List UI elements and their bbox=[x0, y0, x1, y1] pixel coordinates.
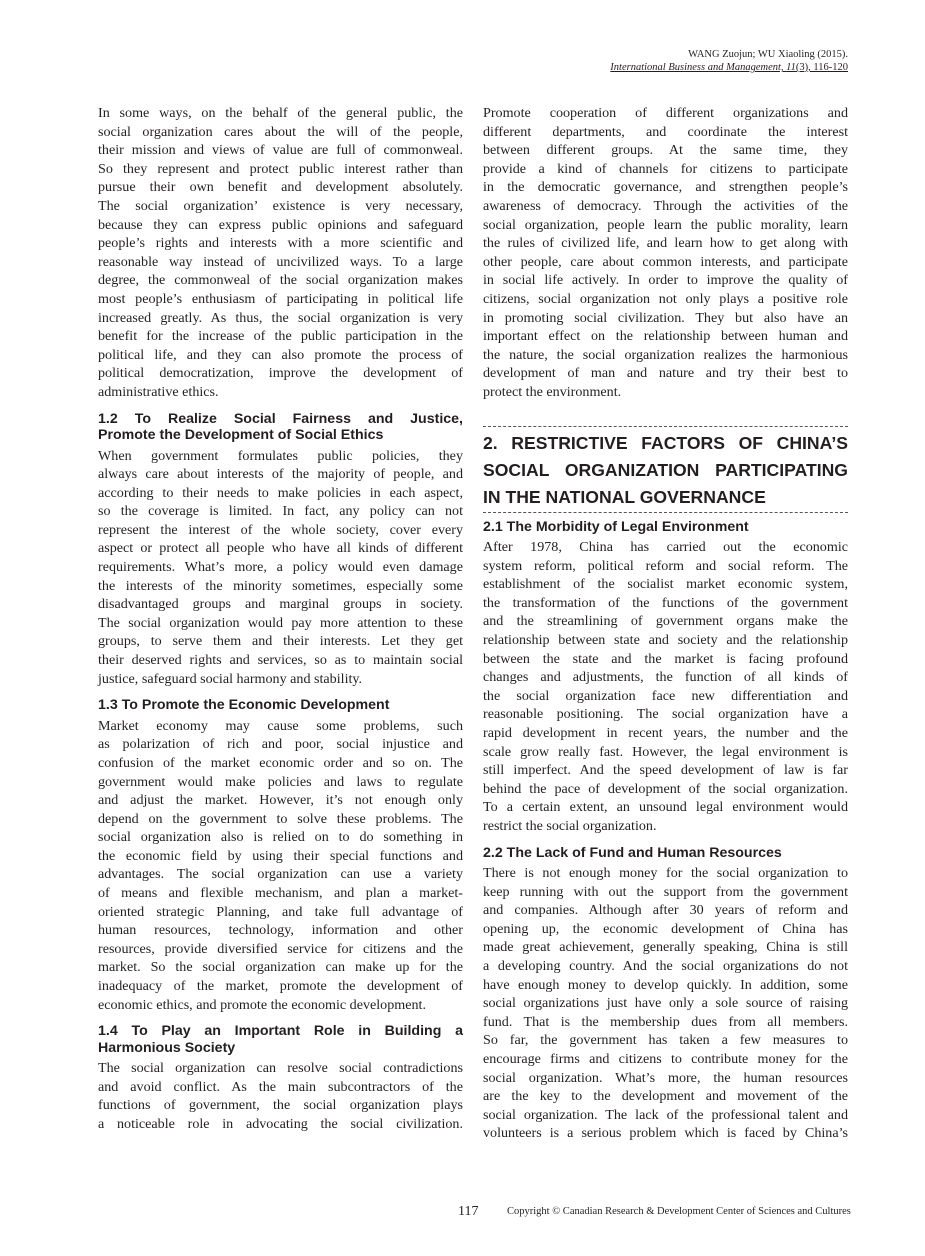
text-line: Promote cooperation of different organizations and bbox=[483, 105, 848, 121]
heading-line: SOCIAL ORGANIZATION PARTICIPATING bbox=[483, 459, 848, 480]
text-line: opening up, the economic development of China has bbox=[483, 920, 848, 937]
text-line: political life, and they can also promote the process of bbox=[98, 346, 463, 363]
text-line: development of man and nature and try their best to bbox=[483, 365, 848, 382]
text-line: the transformation of the functions of the government bbox=[483, 594, 848, 611]
text-line: system reform, political reform and social reform. The bbox=[483, 557, 848, 574]
text-line: represent the interest of the whole society, cover every bbox=[98, 521, 463, 538]
text-line: the rules of civilized life, and learn how to get along with bbox=[483, 235, 848, 252]
journal-issue-pages: (3), 116-120 bbox=[795, 62, 848, 73]
text-line: restrict the social organization. bbox=[483, 817, 657, 834]
text-line: scale grow really fast. However, the legal environment is bbox=[483, 743, 848, 760]
heading-line: 1.4 To Play an Important Role in Building a bbox=[98, 1023, 463, 1040]
text-line: requirements. What’s more, a policy would even damage bbox=[98, 559, 463, 576]
text-line: a noticeable role in advocating the social civilization. bbox=[98, 1116, 463, 1132]
section-2-1-heading bbox=[483, 519, 848, 536]
text-line: administrative ethics. bbox=[98, 383, 219, 400]
section-2-heading bbox=[483, 426, 848, 513]
text-line: other people, care about common interests, and participate bbox=[483, 253, 848, 270]
section-1-4-heading bbox=[98, 1023, 463, 1056]
running-header bbox=[610, 48, 848, 74]
right-column bbox=[483, 104, 848, 1143]
text-line: reasonable way instead of uncivilized ways. To a large bbox=[98, 253, 463, 270]
text-line: between different groups. At the same time, they bbox=[483, 142, 848, 159]
text-line: volunteers is a serious problem which is faced by China’s bbox=[483, 1125, 848, 1142]
text-line: have enough money to develop quickly. In addition, some bbox=[483, 976, 848, 993]
text-line: political democratization, improve the development of bbox=[98, 365, 463, 382]
text-line: fund. That is the membership dues from all members. bbox=[483, 1013, 848, 1030]
text-line: and the streamlining of government organs make the bbox=[483, 613, 848, 630]
text-line: keep running with out the support from the government bbox=[483, 883, 848, 900]
text-line: advantages. The social organization can use a variety bbox=[98, 866, 463, 883]
journal-citation bbox=[610, 61, 848, 74]
citation-authors: WANG Zuojun; WU Xiaoling (2015). bbox=[688, 49, 848, 60]
text-line: social organization. The lack of the professional talent and bbox=[483, 1106, 848, 1123]
text-line: citizens, social organization not only plays a positive role bbox=[483, 290, 848, 307]
heading-line: 1.3 To Promote the Economic Development bbox=[98, 697, 390, 714]
text-line: the social organization face new differentiation and bbox=[483, 687, 848, 704]
text-line: social organizations just have only a sole source of raising bbox=[483, 995, 848, 1012]
continued-paragraph bbox=[483, 104, 848, 402]
text-line: social organization cares about the will of the people, bbox=[98, 123, 463, 140]
heading-line: 2.2 The Lack of Fund and Human Resources bbox=[483, 844, 782, 861]
heading-line: 1.2 To Realize Social Fairness and Justice, bbox=[98, 410, 463, 427]
text-line: aspect or protect all people who have all kinds of different bbox=[98, 540, 463, 557]
text-line: benefit for the increase of the public participation in the bbox=[98, 328, 463, 345]
text-line: in social life actively. In order to improve the quality of bbox=[483, 272, 848, 289]
heading-line: Harmonious Society bbox=[98, 1039, 236, 1056]
text-line: because they can express public opinions and safeguard bbox=[98, 216, 463, 233]
text-line: After 1978, China has carried out the economic bbox=[483, 539, 848, 555]
text-line: functions of government, the social organization plays bbox=[98, 1097, 463, 1114]
copyright-notice: Copyright © Canadian Research & Development Center of Sciences and Cultures bbox=[507, 1206, 851, 1217]
intro-paragraph bbox=[98, 104, 463, 402]
text-line: so the coverage is limited. In fact, any policy can not bbox=[98, 503, 463, 520]
text-line: as polarization of rich and poor, social injustice and bbox=[98, 736, 463, 753]
heading-line: 2. RESTRICTIVE FACTORS OF CHINA’S bbox=[483, 432, 848, 453]
text-line: are the key to the development and movement of the bbox=[483, 1088, 848, 1105]
text-line: depend on the government to solve these problems. The bbox=[98, 810, 463, 827]
text-line: When government formulates public policies, they bbox=[98, 447, 463, 464]
text-line: protect the environment. bbox=[483, 383, 622, 400]
text-line: The social organization can resolve social contradictions bbox=[98, 1060, 463, 1077]
text-line: disadvantaged groups and marginal groups in society. bbox=[98, 596, 463, 613]
journal-volume: 11 bbox=[786, 62, 796, 73]
text-line: and companies. Although after 30 years of reform and bbox=[483, 902, 848, 919]
text-line: the economic field by using their special functions and bbox=[98, 847, 463, 864]
text-line: a developing country. And the social organizations do not bbox=[483, 957, 848, 974]
text-line: human resources, technology, information and other bbox=[98, 922, 463, 939]
text-line: market. So the social organization can make up for the bbox=[98, 959, 463, 976]
text-line: So far, the government has taken a few measures to bbox=[483, 1032, 848, 1049]
text-line: and adjust the market. However, it’s not enough only bbox=[98, 792, 463, 809]
text-line: oriented strategic Planning, and take full advantage of bbox=[98, 903, 463, 920]
text-line: To a certain extent, an unsound legal environment would bbox=[483, 799, 848, 816]
text-line: important effect on the relationship between human and bbox=[483, 328, 848, 345]
text-line: Market economy may cause some problems, such bbox=[98, 717, 463, 734]
text-line: most people’s enthusiasm of participating in political life bbox=[98, 290, 463, 307]
text-line: In some ways, on the behalf of the general public, the bbox=[98, 105, 463, 121]
text-line: resources, provide diversified service for citizens and the bbox=[98, 940, 463, 957]
section-1-2-heading bbox=[98, 411, 463, 444]
text-line: rapid development in recent years, the number and the bbox=[483, 724, 848, 741]
text-line: degree, the commonweal of the social organization makes bbox=[98, 272, 463, 289]
text-line: establishment of the socialist market economic system, bbox=[483, 576, 848, 593]
text-line: the nature, the social organization realizes the harmonious bbox=[483, 346, 848, 363]
text-line: relationship between state and society and the relationship bbox=[483, 631, 848, 648]
text-line: the interests of the minority sometimes, especially some bbox=[98, 577, 463, 594]
section-2-1-body bbox=[483, 538, 848, 836]
section-2-2-body bbox=[483, 864, 848, 1143]
text-line: So they represent and protect public interest rather than bbox=[98, 160, 463, 177]
page-number: 117 bbox=[458, 1204, 479, 1219]
text-line: provide a kind of channels for citizens to participate bbox=[483, 160, 848, 177]
text-line: pursue their own benefit and development absolutely. bbox=[98, 179, 463, 196]
text-line: inadequacy of the market, promote the development of bbox=[98, 978, 463, 995]
text-line: their deserved rights and services, so as to maintain social bbox=[98, 652, 463, 669]
text-line: behind the pace of development of the social organization. bbox=[483, 780, 848, 797]
text-line: different departments, and coordinate the interest bbox=[483, 123, 848, 140]
text-line: economic ethics, and promote the economic development. bbox=[98, 996, 426, 1013]
text-line: social organization also is relied on to do something in bbox=[98, 829, 463, 846]
text-line: The social organization’ existence is very necessary, bbox=[98, 197, 463, 214]
text-line: confusion of the market economic order and so on. The bbox=[98, 754, 463, 771]
text-line: of means and flexible mechanism, and plan a market- bbox=[98, 885, 463, 902]
text-line: in promoting social civilization. They but also have an bbox=[483, 309, 848, 326]
journal-name: International Business and Management, bbox=[610, 62, 787, 73]
section-1-4-body bbox=[98, 1059, 463, 1133]
text-line: government would make policies and laws to regulate bbox=[98, 773, 463, 790]
section-2-2-heading bbox=[483, 845, 848, 862]
heading-line: Promote the Development of Social Ethics bbox=[98, 427, 384, 443]
heading-line: IN THE NATIONAL GOVERNANCE bbox=[483, 486, 766, 507]
heading-line: 2.1 The Morbidity of Legal Environment bbox=[483, 518, 749, 535]
text-line: still imperfect. And the speed development of law is far bbox=[483, 762, 848, 779]
text-line: made great achievement, generally speaking, China is still bbox=[483, 939, 848, 956]
text-line: between the state and the market is facing profound bbox=[483, 650, 848, 667]
section-1-3-body bbox=[98, 717, 463, 1015]
text-line: according to their needs to make policies in each aspect, bbox=[98, 484, 463, 501]
text-line: always care about interests of the majority of people, and bbox=[98, 466, 463, 483]
text-line: changes and adjustments, the function of all kinds of bbox=[483, 669, 848, 686]
text-line: social organization. What’s more, the human resources bbox=[483, 1069, 848, 1086]
text-line: social organization, people learn the public morality, learn bbox=[483, 216, 848, 233]
text-line: and avoid conflict. As the main subcontractors of the bbox=[98, 1078, 463, 1095]
left-column bbox=[98, 104, 463, 1134]
text-line: reasonable positioning. The social organization have a bbox=[483, 706, 848, 723]
text-line: in the democratic governance, and strengthen people’s bbox=[483, 179, 848, 196]
text-line: awareness of democracy. Through the activities of the bbox=[483, 197, 848, 214]
section-1-2-body bbox=[98, 447, 463, 689]
text-line: their mission and views of value are full of commonweal. bbox=[98, 142, 463, 159]
text-line: people’s rights and interests with a more scientific and bbox=[98, 235, 463, 252]
text-line: increased greatly. As thus, the social organization is very bbox=[98, 309, 463, 326]
text-line: The social organization would pay more attention to these bbox=[98, 614, 463, 631]
text-line: justice, safeguard social harmony and stability. bbox=[98, 670, 363, 687]
text-line: encourage firms and citizens to contribute money for the bbox=[483, 1050, 848, 1067]
text-line: There is not enough money for the social organization to bbox=[483, 865, 848, 881]
text-line: groups, to serve them and their interests. Let they get bbox=[98, 633, 463, 650]
section-1-3-heading bbox=[98, 697, 463, 714]
